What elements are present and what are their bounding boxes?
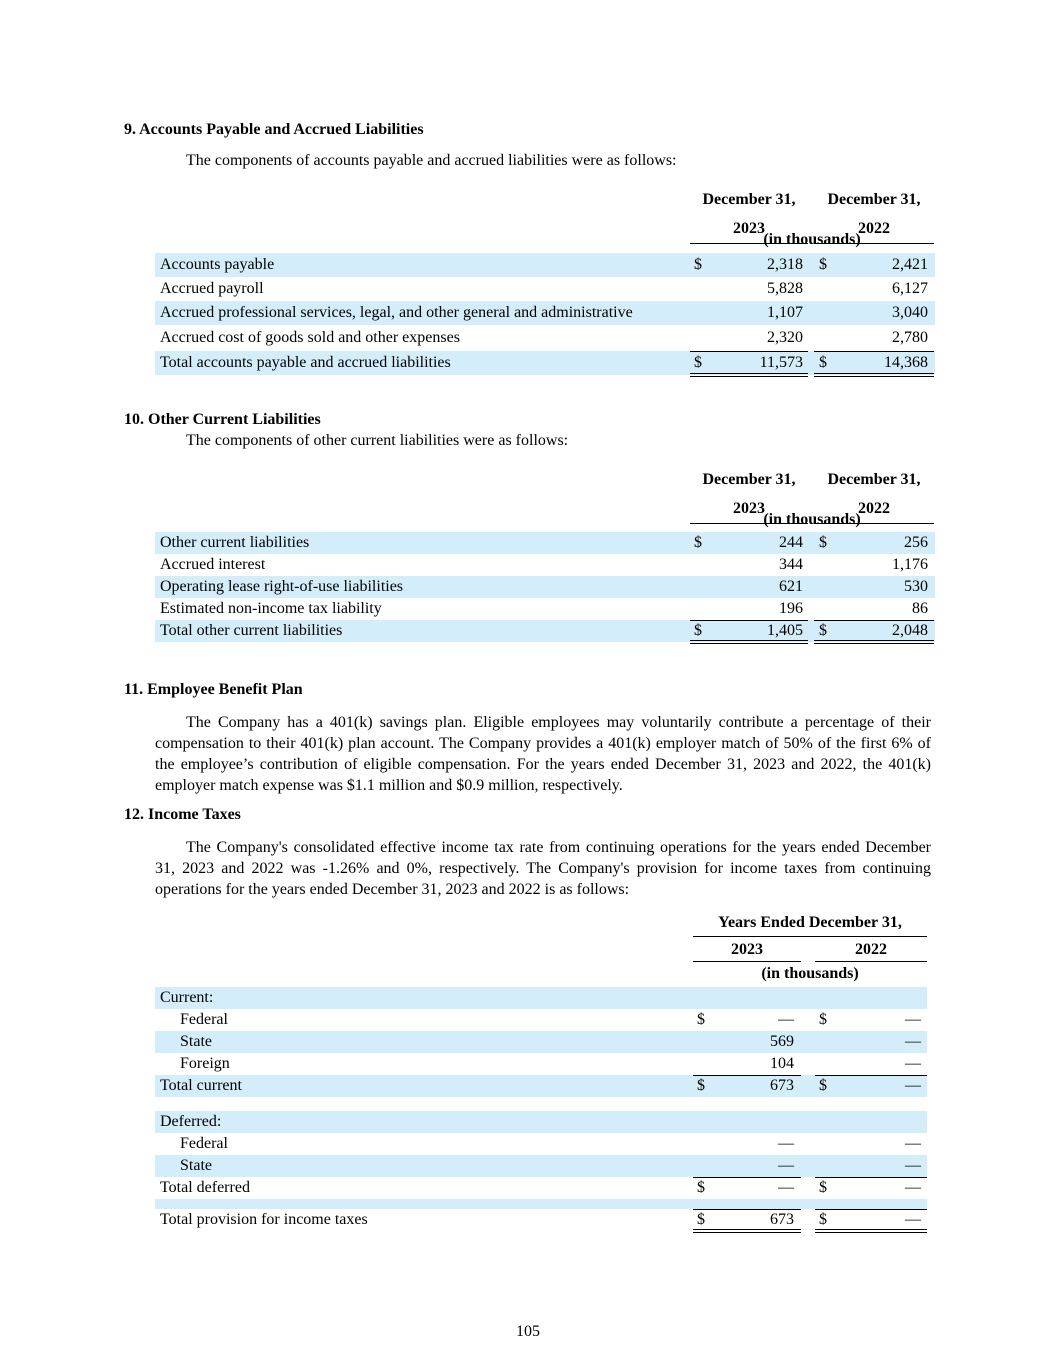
table-row <box>155 326 935 350</box>
table-row <box>155 1009 927 1031</box>
table-row <box>155 1111 927 1133</box>
value-2022: 6,127 <box>892 280 928 297</box>
value-2022: — <box>905 1211 921 1228</box>
table-row <box>155 1133 927 1155</box>
section-9-intro: The components of accounts payable and accrued liabilities were as follows: <box>186 152 677 169</box>
s9-units: (in thousands) <box>763 231 861 248</box>
row-label: Accrued interest <box>160 556 266 573</box>
subtotal-rule <box>693 1209 801 1210</box>
s10-units: (in thousands) <box>763 511 861 528</box>
row-label: Total other current liabilities <box>160 622 343 639</box>
table-row <box>155 576 935 598</box>
row-label: Deferred: <box>160 1113 222 1130</box>
value-2023: — <box>778 1179 794 1196</box>
row-label: Estimated non-income tax liability <box>160 600 382 617</box>
row-label: Foreign <box>180 1055 230 1072</box>
value-2023: 2,320 <box>767 329 803 346</box>
value-2022: 2,421 <box>892 256 928 273</box>
row-label: Accounts payable <box>160 256 275 273</box>
currency-symbol: $ <box>697 1011 705 1028</box>
section-11-heading: 11. Employee Benefit Plan <box>124 681 303 698</box>
value-2022: 86 <box>912 600 928 617</box>
subtotal-rule <box>690 351 808 352</box>
value-2022: 2,048 <box>892 622 928 639</box>
row-label: Total current <box>160 1077 242 1094</box>
value-2023: 344 <box>779 556 803 573</box>
value-2023: 244 <box>779 534 803 551</box>
value-2023: 673 <box>770 1077 794 1094</box>
currency-symbol: $ <box>697 1179 705 1196</box>
row-label: State <box>180 1157 212 1174</box>
subtotal-rule <box>690 620 808 621</box>
row-label: Accrued cost of goods sold and other expenses <box>160 329 460 346</box>
currency-symbol: $ <box>694 354 702 371</box>
value-2023: 196 <box>779 600 803 617</box>
table-row <box>155 554 935 576</box>
table-row <box>155 620 935 642</box>
value-2022: — <box>905 1055 921 1072</box>
value-2022: 2,780 <box>892 329 928 346</box>
row-label: Accrued payroll <box>160 280 264 297</box>
value-2023: — <box>778 1157 794 1174</box>
table-row <box>155 532 935 554</box>
table-row <box>155 1031 927 1053</box>
page-number: 105 <box>516 1323 540 1340</box>
currency-symbol: $ <box>819 1211 827 1228</box>
table-row <box>155 1209 927 1231</box>
section-12-heading: 12. Income Taxes <box>124 806 241 823</box>
row-label: Total accounts payable and accrued liabilities <box>160 354 451 371</box>
value-2023: 569 <box>770 1033 794 1050</box>
value-2022: — <box>905 1033 921 1050</box>
currency-symbol: $ <box>819 1077 827 1094</box>
table-row <box>155 1155 927 1177</box>
s12-col-header-2023: 2023 <box>693 941 801 962</box>
value-2023: 11,573 <box>759 354 803 371</box>
value-2023: 104 <box>770 1055 794 1072</box>
table-row <box>155 301 935 325</box>
currency-symbol: $ <box>697 1211 705 1228</box>
section-10-intro: The components of other current liabilities were as follows: <box>186 432 569 449</box>
row-label: Accrued professional services, legal, and other general and administrative <box>160 304 633 321</box>
subtotal-rule <box>815 1177 927 1178</box>
currency-symbol: $ <box>819 622 827 639</box>
row-label: Current: <box>160 989 214 1006</box>
value-2023: 621 <box>779 578 803 595</box>
value-2022: — <box>905 1077 921 1094</box>
value-2023: — <box>778 1135 794 1152</box>
value-2022: 3,040 <box>892 304 928 321</box>
s10-col-header-2023: December 31, 2023 <box>690 465 808 524</box>
row-label: Federal <box>180 1011 228 1028</box>
row-label: Federal <box>180 1135 228 1152</box>
value-2022: — <box>905 1011 921 1028</box>
value-2022: — <box>905 1179 921 1196</box>
table-row <box>155 1075 927 1097</box>
subtotal-rule <box>814 351 934 352</box>
section-12-paragraph: The Company's consolidated effective income tax rate from continuing operations for the years ended December 31, 2023 and 2022 was -1.26% and 0%, respectively. The Company's provision for income taxes from continuing operations for the years ended December 31, 2023 and 2022 is as follows: <box>155 839 931 898</box>
s12-col-header-2022: 2022 <box>815 941 927 962</box>
value-2023: 673 <box>770 1211 794 1228</box>
value-2023: 5,828 <box>767 280 803 297</box>
total-double-rule <box>814 640 934 644</box>
row-label: Operating lease right-of-use liabilities <box>160 578 404 595</box>
section-11-paragraph: The Company has a 401(k) savings plan. Eligible employees may voluntarily contribute a percentage of their compensation to their 401(k) plan account. The Company provides a 401(k) employer match of 50% of the first 6% of the employee’s contribution of eligible compensation. For the years ended December 31, 2023 and 2022, the 401(k) employer match expense was $1.1 million and $0.9 million, respectively. <box>155 714 931 794</box>
section-10-heading: 10. Other Current Liabilities <box>124 411 321 428</box>
row-label: Total deferred <box>160 1179 250 1196</box>
table-row <box>155 987 927 1009</box>
total-double-rule <box>690 373 808 377</box>
total-double-rule <box>690 640 808 644</box>
row-label: Other current liabilities <box>160 534 310 551</box>
subtotal-rule <box>814 620 934 621</box>
total-double-rule <box>814 373 934 377</box>
total-double-rule <box>815 1229 927 1233</box>
value-2022: — <box>905 1157 921 1174</box>
currency-symbol: $ <box>819 534 827 551</box>
value-2023: 1,107 <box>767 304 803 321</box>
table-row <box>155 598 935 620</box>
currency-symbol: $ <box>694 622 702 639</box>
value-2023: 1,405 <box>767 622 803 639</box>
currency-symbol: $ <box>694 256 702 273</box>
currency-symbol: $ <box>819 256 827 273</box>
value-2023: 2,318 <box>767 256 803 273</box>
subtotal-rule <box>815 1075 927 1076</box>
table-row <box>155 253 935 277</box>
row-label: Total provision for income taxes <box>160 1211 368 1228</box>
currency-symbol: $ <box>819 1179 827 1196</box>
subtotal-rule <box>693 1075 801 1076</box>
value-2023: — <box>778 1011 794 1028</box>
currency-symbol: $ <box>697 1077 705 1094</box>
s12-units: (in thousands) <box>761 965 859 982</box>
subtotal-rule <box>815 1209 927 1210</box>
table-row <box>155 1053 927 1075</box>
table-row <box>155 1177 927 1199</box>
currency-symbol: $ <box>819 1011 827 1028</box>
section-9-heading: 9. Accounts Payable and Accrued Liabilities <box>124 121 424 138</box>
total-double-rule <box>693 1229 801 1233</box>
value-2022: 530 <box>904 578 928 595</box>
s12-group-header: Years Ended December 31, <box>693 914 927 937</box>
table-row <box>155 351 935 375</box>
s9-col-header-2023: December 31, 2023 <box>690 185 808 244</box>
table-row <box>155 277 935 301</box>
value-2022: 256 <box>904 534 928 551</box>
subtotal-rule <box>693 1177 801 1178</box>
value-2022: 1,176 <box>892 556 928 573</box>
value-2022: 14,368 <box>884 354 928 371</box>
value-2022: — <box>905 1135 921 1152</box>
currency-symbol: $ <box>819 354 827 371</box>
s10-col-header-2022: December 31, 2022 <box>814 465 934 524</box>
s9-col-header-2022: December 31, 2022 <box>814 185 934 244</box>
currency-symbol: $ <box>694 534 702 551</box>
row-spacer <box>155 1199 927 1209</box>
row-label: State <box>180 1033 212 1050</box>
